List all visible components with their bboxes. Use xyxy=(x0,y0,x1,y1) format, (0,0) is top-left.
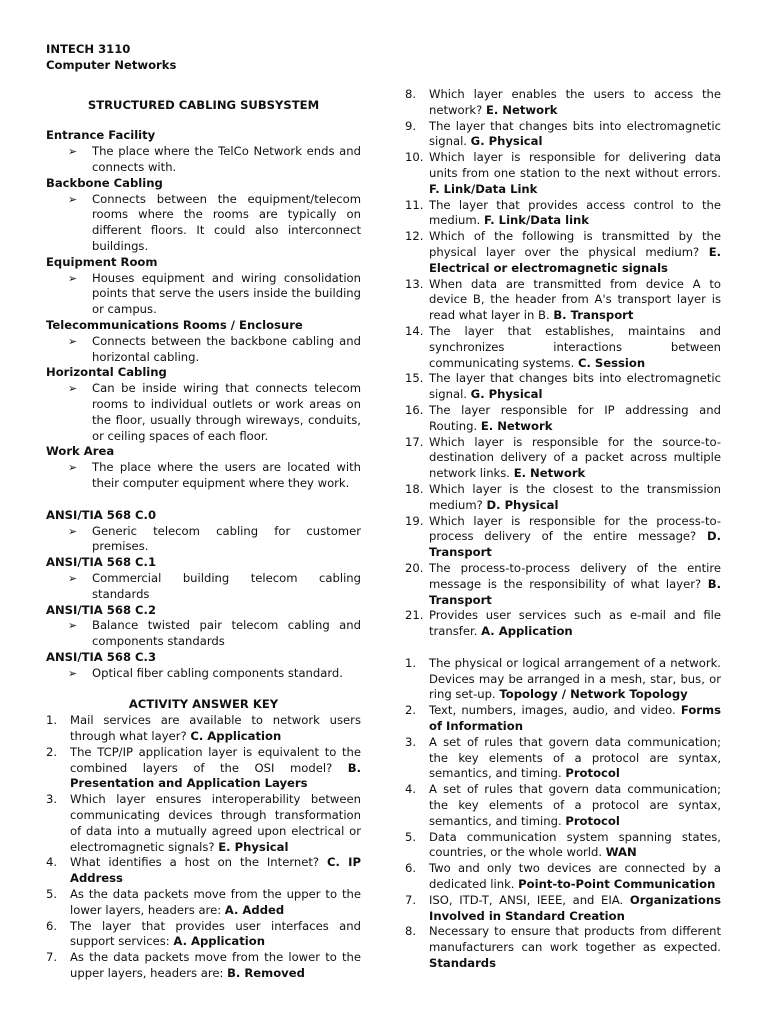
question-text xyxy=(429,561,721,608)
question-answer: C. IP Address xyxy=(70,855,361,886)
section-title: Entrance Facility xyxy=(46,128,156,143)
question-text xyxy=(429,371,721,403)
arrow-bullet-icon: ➢ xyxy=(68,145,78,159)
question-number: 17. xyxy=(405,434,424,449)
question-prompt: The layer that establishes, maintains and synchronizes interactions between communicating systems. xyxy=(429,323,721,370)
arrow-bullet-icon: ➢ xyxy=(68,382,78,396)
question-answer: Forms of Information xyxy=(429,703,721,734)
question-answer: D. Transport xyxy=(429,529,722,560)
question-item xyxy=(46,745,361,792)
arrow-bullet-icon: ➢ xyxy=(68,619,78,633)
question-text xyxy=(70,713,361,745)
question-text xyxy=(429,403,721,435)
question-text xyxy=(429,893,721,925)
question-answer: E. Physical xyxy=(218,839,289,854)
question-item xyxy=(405,119,721,151)
question-prompt: A set of rules that govern data communication; the key elements of a protocol are syntax, semantics, and timing. xyxy=(429,734,721,781)
question-text xyxy=(429,119,721,151)
question-prompt: The layer that provides access control to the medium. xyxy=(429,197,721,228)
question-number: 11. xyxy=(405,197,424,212)
bullet-text: Can be inside wiring that connects telecom rooms to individual outlets or work areas on the floor, usually through wireways, conduits, or ceiling spaces of each floor. xyxy=(92,381,361,443)
question-number: 3. xyxy=(46,792,58,807)
question-prompt: Data communication system spanning states, countries, or the whole world. xyxy=(429,829,721,860)
bullet-text: Connects between the backbone cabling and horizontal cabling. xyxy=(92,333,361,364)
question-prompt: What identifies a host on the Internet? xyxy=(70,855,320,870)
question-text xyxy=(429,608,721,640)
question-item xyxy=(405,830,721,862)
bullet-text: Commercial building telecom cabling standards xyxy=(92,570,361,601)
arrow-bullet-icon: ➢ xyxy=(68,571,78,585)
question-prompt: Mail services are available to network users through what layer? xyxy=(70,713,361,744)
question-prompt: Text, numbers, images, audio, and video. xyxy=(429,703,676,718)
bullet-item xyxy=(46,192,361,255)
question-text xyxy=(70,919,361,951)
question-answer: E. Network xyxy=(480,418,553,433)
question-answer: A. Application xyxy=(481,624,573,639)
question-prompt: Two and only two devices are connected by a dedicated link. xyxy=(429,861,721,892)
question-number: 10. xyxy=(405,150,424,165)
question-prompt: As the data packets move from the lower to the upper layers, headers are: xyxy=(70,950,361,981)
section-block xyxy=(46,508,361,555)
question-item xyxy=(46,792,361,855)
bullet-item xyxy=(46,381,361,444)
question-prompt: Necessary to ensure that products from different manufacturers can work together as expected. xyxy=(429,924,721,955)
question-number: 2. xyxy=(46,744,58,759)
question-number: 1. xyxy=(405,655,417,670)
question-number: 14. xyxy=(405,323,424,338)
arrow-bullet-icon: ➢ xyxy=(68,524,78,538)
question-answer: Point-to-Point Communication xyxy=(518,877,716,892)
bullet-item xyxy=(46,524,361,556)
question-text xyxy=(70,950,361,982)
question-item xyxy=(405,198,721,230)
question-item xyxy=(405,924,721,971)
bullet-item xyxy=(46,271,361,318)
question-answer: F. Link/Data Link xyxy=(429,181,538,196)
question-text xyxy=(429,830,721,862)
question-prompt: The physical or logical arrangement of a network. Devices may be arranged in a mesh, star, bus, or ring set-up. xyxy=(429,655,721,702)
bullet-item xyxy=(46,666,361,682)
question-item xyxy=(405,371,721,403)
section-block xyxy=(46,176,361,255)
question-prompt: The process-to-process delivery of the entire message is the responsibility of what layer? xyxy=(429,560,721,591)
arrow-bullet-icon: ➢ xyxy=(68,666,78,680)
question-prompt: The layer that provides user interfaces and support services: xyxy=(70,918,361,949)
question-item xyxy=(46,919,361,951)
question-item xyxy=(405,482,721,514)
question-prompt: Which layer ensures interoperability between communicating devices through transformation of data into a mutually agreed upon electrical or electromagnetic signals? xyxy=(70,792,361,854)
question-text xyxy=(70,792,361,855)
question-text xyxy=(70,887,361,919)
standards-list xyxy=(46,508,361,682)
question-item xyxy=(405,782,721,829)
arrow-bullet-icon: ➢ xyxy=(68,461,78,475)
question-prompt: ISO, ITD-T, ANSI, IEEE, and EIA. xyxy=(429,892,624,907)
question-number: 20. xyxy=(405,560,424,575)
question-prompt: When data are transmitted from device A to device B, the header from A's transport layer is read what layer in B. xyxy=(429,276,721,323)
question-prompt: Which layer enables the users to access the network? xyxy=(429,87,721,117)
question-item xyxy=(405,403,721,435)
question-number: 5. xyxy=(46,887,58,902)
question-text xyxy=(429,735,721,782)
bullet-item xyxy=(46,460,361,492)
bullet-text: Generic telecom cabling for customer premises. xyxy=(92,523,361,554)
section-title: Horizontal Cabling xyxy=(46,365,167,380)
question-item xyxy=(405,656,721,703)
question-text xyxy=(70,855,361,887)
question-text xyxy=(429,861,721,893)
question-item xyxy=(405,514,721,561)
question-item xyxy=(405,150,721,197)
question-text xyxy=(429,514,721,561)
question-number: 8. xyxy=(405,87,417,101)
question-prompt: Which of the following is transmitted by the physical layer over the physical medium? xyxy=(429,229,721,259)
question-answer: Standards xyxy=(429,956,497,971)
question-answer: B. Removed xyxy=(227,966,305,981)
question-answer: B. Presentation and Application Layers xyxy=(70,760,361,791)
question-answer: C. Session xyxy=(577,355,646,370)
question-answer: F. Link/Data link xyxy=(484,213,590,228)
section-title: ANSI/TIA 568 C.0 xyxy=(46,507,157,522)
question-text xyxy=(429,87,721,119)
question-text xyxy=(429,924,721,971)
question-item xyxy=(405,893,721,925)
question-item xyxy=(405,277,721,324)
bullet-text: Houses equipment and wiring consolidation points that serve the users inside the building or campus. xyxy=(92,270,361,317)
question-prompt: Which layer is responsible for delivering data units from one station to the next without errors. xyxy=(429,150,721,180)
question-text xyxy=(429,656,721,703)
bullet-item xyxy=(46,618,361,650)
right-column xyxy=(405,0,721,972)
question-number: 2. xyxy=(405,703,417,718)
section-block xyxy=(46,365,361,444)
question-answer: WAN xyxy=(605,845,637,860)
course-code: INTECH 3110 xyxy=(46,42,131,56)
section-title: ANSI/TIA 568 C.1 xyxy=(46,555,157,570)
question-item xyxy=(46,855,361,887)
arrow-bullet-icon: ➢ xyxy=(68,192,78,206)
question-number: 15. xyxy=(405,371,424,386)
question-answer: D. Physical xyxy=(486,497,559,512)
question-answer: C. Application xyxy=(190,729,282,744)
section-title: ANSI/TIA 568 C.3 xyxy=(46,649,157,664)
question-prompt: The layer responsible for IP addressing and Routing. xyxy=(429,402,721,433)
question-item xyxy=(46,713,361,745)
question-item xyxy=(405,861,721,893)
question-answer: A. Application xyxy=(173,934,265,949)
section-block xyxy=(46,128,361,175)
question-prompt: The layer that changes bits into electromagnetic signal. xyxy=(429,371,721,402)
question-text xyxy=(429,782,721,829)
question-answer: G. Physical xyxy=(470,387,543,402)
question-number: 5. xyxy=(405,829,417,844)
bullet-text: The place where the TelCo Network ends and connects with. xyxy=(92,144,361,174)
question-text xyxy=(429,198,721,230)
question-answer: A. Added xyxy=(224,902,285,917)
question-prompt: Which layer is responsible for the process-to-process delivery of the entire message? xyxy=(429,513,721,544)
question-item xyxy=(405,324,721,371)
question-text xyxy=(429,703,721,735)
answer-key-title: ACTIVITY ANSWER KEY xyxy=(128,697,279,712)
question-item xyxy=(405,703,721,735)
question-number: 18. xyxy=(405,481,424,496)
question-number: 9. xyxy=(405,118,417,133)
question-number: 3. xyxy=(405,734,417,749)
question-item xyxy=(405,435,721,482)
cabling-subsystems-list xyxy=(46,128,361,491)
section-block xyxy=(46,650,361,682)
question-item xyxy=(405,561,721,608)
question-prompt: A set of rules that govern data communication; the key elements of a protocol are syntax, semantics, and timing. xyxy=(429,782,721,828)
bullet-text: Optical fiber cabling components standard. xyxy=(92,665,343,680)
arrow-bullet-icon: ➢ xyxy=(68,334,78,348)
question-item xyxy=(405,229,721,276)
question-answer: E. Electrical or electromagnetic signals xyxy=(429,244,722,275)
quiz1-right-list xyxy=(405,87,721,640)
question-number: 4. xyxy=(405,782,417,797)
section-block xyxy=(46,318,361,365)
section-title: Backbone Cabling xyxy=(46,175,163,190)
question-text xyxy=(429,435,721,482)
document-title: STRUCTURED CABLING SUBSYSTEM xyxy=(87,97,320,112)
question-number: 1. xyxy=(46,713,58,728)
question-answer: B. Transport xyxy=(553,308,634,323)
question-answer: Organizations Involved in Standard Creation xyxy=(429,892,721,923)
question-number: 7. xyxy=(46,950,58,965)
question-text xyxy=(429,229,721,276)
arrow-bullet-icon: ➢ xyxy=(68,271,78,285)
question-number: 8. xyxy=(405,924,417,939)
question-prompt: Which layer is responsible for the source-to-destination delivery of a packet across multiple network links. xyxy=(429,434,721,481)
question-number: 6. xyxy=(46,918,58,933)
question-answer: Topology / Network Topology xyxy=(499,687,688,702)
question-answer: E. Network xyxy=(485,102,558,117)
question-answer: E. Network xyxy=(513,466,586,481)
question-text xyxy=(429,482,721,514)
section-block xyxy=(46,444,361,491)
bullet-item xyxy=(46,571,361,603)
course-subject: Computer Networks xyxy=(46,57,177,72)
question-item xyxy=(46,950,361,982)
question-prompt: Provides user services such as e-mail and file transfer. xyxy=(429,608,721,639)
question-number: 6. xyxy=(405,861,417,876)
question-answer: B. Transport xyxy=(429,576,722,607)
question-number: 12. xyxy=(405,229,424,244)
question-number: 21. xyxy=(405,608,424,623)
question-number: 4. xyxy=(46,855,58,870)
left-column xyxy=(46,0,361,982)
question-item xyxy=(405,87,721,119)
question-number: 13. xyxy=(405,276,424,291)
section-block xyxy=(46,555,361,602)
bullet-text: Balance twisted pair telecom cabling and components standards xyxy=(92,618,361,649)
question-text xyxy=(429,150,721,197)
quiz1-left-list xyxy=(46,713,361,982)
question-number: 16. xyxy=(405,402,424,417)
quiz2-list xyxy=(405,656,721,972)
question-text xyxy=(70,745,361,792)
section-title: ANSI/TIA 568 C.2 xyxy=(46,602,157,617)
section-block xyxy=(46,603,361,650)
question-item xyxy=(405,735,721,782)
section-title: Equipment Room xyxy=(46,254,158,269)
bullet-text: Connects between the equipment/telecom rooms where the rooms are typically on different floors. It could also interconnect buildings. xyxy=(92,191,361,253)
question-answer: Protocol xyxy=(565,813,620,828)
question-prompt: Which layer is the closest to the transmission medium? xyxy=(429,481,721,512)
question-answer: G. Physical xyxy=(470,134,543,149)
question-prompt: The TCP/IP application layer is equivalent to the combined layers of the OSI model? xyxy=(70,744,361,775)
section-title: Work Area xyxy=(46,444,115,459)
bullet-item xyxy=(46,144,361,176)
question-text xyxy=(429,277,721,324)
question-number: 19. xyxy=(405,513,424,528)
section-block xyxy=(46,255,361,318)
bullet-item xyxy=(46,334,361,366)
question-item xyxy=(46,887,361,919)
question-answer: Protocol xyxy=(565,766,620,781)
bullet-text: The place where the users are located with their computer equipment where they work. xyxy=(92,460,361,490)
section-title: Telecommunications Rooms / Enclosure xyxy=(46,317,303,332)
question-prompt: As the data packets move from the upper to the lower layers, headers are: xyxy=(70,887,361,917)
question-prompt: The layer that changes bits into electromagnetic signal. xyxy=(429,118,721,149)
question-text xyxy=(429,324,721,371)
question-item xyxy=(405,608,721,640)
question-number: 7. xyxy=(405,892,417,907)
